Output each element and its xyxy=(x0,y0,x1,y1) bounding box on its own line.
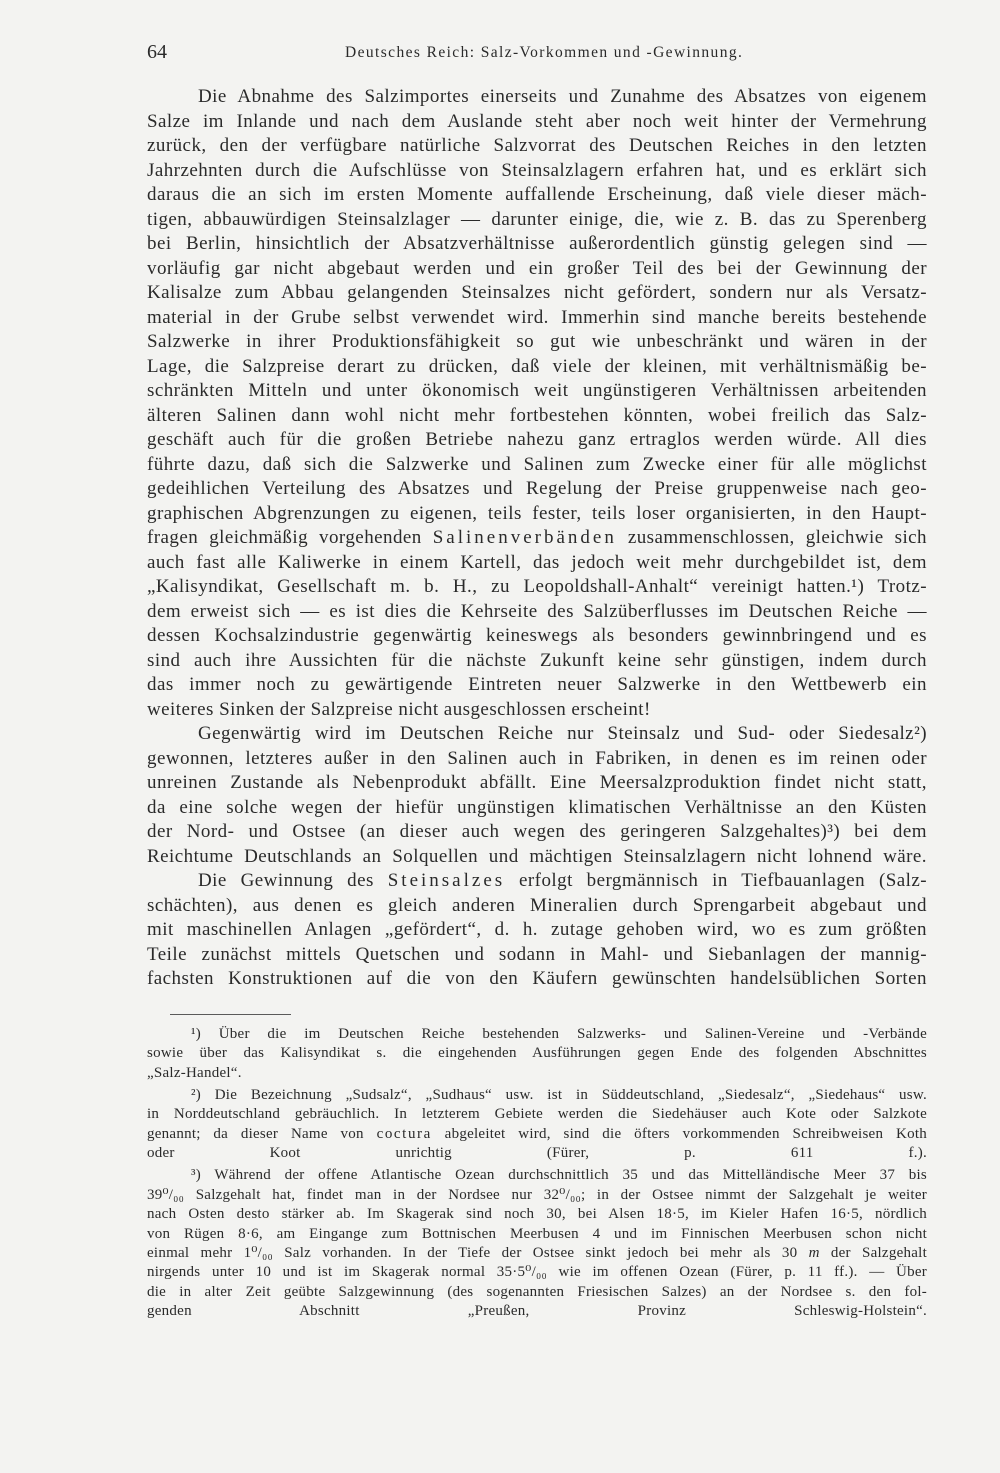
footnote-line: „Salz-Handel“. xyxy=(147,1064,242,1081)
letterspaced-word: Salinenverbänden xyxy=(432,527,617,548)
footnote-line: ²) Die Bezeichnung „Sudsalz“, „Sudhaus“ usw. ist in Süddeutschland, „Siedesalz“, „Siedehaus“ usw. xyxy=(191,1086,927,1103)
body-line: da eine solche wegen der hiefür ungünstigen klimatischen Verhältnisse an den Küsten xyxy=(147,796,927,818)
body-line: „Kalisyndikat, Gesellschaft m. b. H., zu Leopoldshall-Anhalt“ vereinigt hatten.¹) Trotz- xyxy=(147,576,927,597)
footnote xyxy=(147,1166,927,1322)
body-line: gewonnen, letzteres außer in den Salinen auch in Fabriken, in denen es im reinen oder xyxy=(147,747,927,769)
body-line: zurück, den der verfügbare natürliche Salzvorrat des Deutschen Reiches in den letzten xyxy=(147,135,927,156)
body-line: tigen, abbauwürdigen Steinsalzlager — darunter einige, die, wie z. B. das zu Sperenberg xyxy=(147,208,927,230)
footnote-line: oder Koot unrichtig (Fürer, p. 611 f.). xyxy=(147,1145,927,1162)
body-line: Teile zunächst mittels Quetschen und sodann in Mahl- und Siebanlagen der mannig- xyxy=(147,943,927,965)
body-line: weiteres Sinken der Salzpreise nicht ausgeschlossen erscheint! xyxy=(147,698,651,720)
footnote xyxy=(147,1025,927,1083)
line-text: Die Gewinnung des xyxy=(198,870,388,891)
line-text: erfolgt bergmännisch in Tiefbauanlagen (Salz- xyxy=(505,870,928,891)
footnotes xyxy=(147,1025,927,1322)
footnote-line: in Norddeutschland gebräuchlich. In letzterem Gebiete werden die Siedehäuser auch Kote oder Salzkote xyxy=(147,1106,927,1123)
footnote-line: nirgends unter 10 und ist im Skagerak normal 35·5⁰/₀₀ wie im offenen Ozean (Fürer, p. 11 ff.). — Über xyxy=(147,1264,927,1281)
footnote-line: 39⁰/₀₀ Salzgehalt hat, findet man in der Nordsee nur 32⁰/₀₀; in der Ostsee nimmt der Salzgehalt je weiter xyxy=(147,1186,927,1203)
footnote-line: die in alter Zeit geübte Salzgewinnung (des sogenannten Friesischen Salzes) an der Nordsee s. den fol- xyxy=(147,1283,927,1300)
body-line: Salzwerke in ihrer Produktionsfähigkeit so gut wie unbeschränkt und wären in der xyxy=(147,331,927,352)
line-text: zusammenschlossen, gleichwie sich xyxy=(616,527,928,548)
body-line: führte dazu, daß sich die Salzwerke und Salinen zum Zwecke einer für alle möglichst xyxy=(147,453,927,475)
body-line: der Nord- und Ostsee (an dieser auch wegen des geringeren Salzgehaltes)³) bei dem xyxy=(147,821,927,842)
body-line: bei Berlin, hinsichtlich der Absatzverhältnisse außerordentlich günstig gelegen sind — xyxy=(147,233,927,254)
letterspaced-word: coctura xyxy=(376,1125,432,1142)
footnote xyxy=(147,1086,927,1164)
body-line: sind auch ihre Aussichten für die nächste Zukunft keine sehr günstigen, indem durch xyxy=(147,649,927,671)
line-text: fragen gleichmäßig vorgehenden xyxy=(147,527,433,548)
body-line: daraus die an sich im ersten Momente auffallende Erscheinung, daß viele dieser mäch- xyxy=(147,184,927,205)
body-line: Kalisalze zum Abbau gelangenden Steinsalzes nicht gefördert, sondern nur als Versatz- xyxy=(147,282,927,303)
italic-unit: m xyxy=(808,1245,820,1261)
running-title: Deutsches Reich: Salz-Vorkommen und -Gewinnung. xyxy=(345,44,744,61)
body-line: material in der Grube selbst verwendet wird. Immerhin sind manche bereits bestehende xyxy=(147,306,927,328)
footnote-rule xyxy=(170,1014,291,1015)
footnote-line: nach Osten desto stärker ab. Im Skagerak sind noch 30, bei Alsen 18·5, im Kieler Hafen 16·5, nördlich xyxy=(147,1206,927,1223)
paragraph xyxy=(147,722,927,869)
body-line: Gegenwärtig wird im Deutschen Reiche nur Steinsalz und Sud- oder Siedesalz²) xyxy=(198,723,927,744)
page-number: 64 xyxy=(147,41,167,63)
footnote-line xyxy=(147,1125,927,1144)
body-line: mit maschinellen Anlagen „gefördert“, d. h. zutage gehoben wird, wo es zum größten xyxy=(147,919,927,940)
paragraph xyxy=(147,869,927,992)
footnote-line xyxy=(147,1244,927,1263)
body-line: dem erweist sich — es ist dies die Kehrseite des Salzüberflusses im Deutschen Reiche — xyxy=(147,600,927,622)
footnote-line: genden Abschnitt „Preußen, Provinz Schleswig-Holstein“. xyxy=(147,1303,927,1320)
footnote-line: ¹) Über die im Deutschen Reiche bestehenden Salzwerks- und Salinen-Vereine und -Verbände xyxy=(191,1026,927,1042)
body-line: vorläufig gar nicht abgebaut werden und ein großer Teil des bei der Gewinnung der xyxy=(147,257,927,279)
main-text xyxy=(147,85,927,992)
line-text: genannt; da dieser Name von xyxy=(147,1125,377,1142)
line-text: abgeleitet wird, sind die öfters vorkommenden Schreibweisen Koth xyxy=(431,1125,927,1142)
body-line: das immer noch zu gewärtigende Eintreten neuer Salzwerke in den Wettbewerb ein xyxy=(147,674,927,695)
body-line: graphischen Abgrenzungen zu eigenen, teils fester, teils loser organisierten, in den Haupt- xyxy=(147,502,927,524)
body-line: Salze im Inlande und nach dem Auslande steht aber noch weit hinter der Vermehrung xyxy=(147,110,927,132)
body-line: auch fast alle Kaliwerke in einem Kartell, das jedoch weit mehr durchgebildet ist, dem xyxy=(147,551,927,573)
body-line: älteren Salinen dann wohl nicht mehr fortbestehen könnten, wobei freilich das Salz- xyxy=(147,404,927,426)
body-line xyxy=(147,526,927,551)
body-line: Jahrzehnten durch die Aufschlüsse von Steinsalzlagern erfahren hat, und es erklärt sich xyxy=(147,159,927,181)
body-line: Reichtume Deutschlands an Solquellen und mächtigen Steinsalzlagern nicht lohnend wäre. xyxy=(147,845,927,867)
footnote-line: von Rügen 8·6, am Eingange zum Bottnischen Meerbusen 4 und im Finnischen Meerbusen schon nicht xyxy=(147,1225,927,1242)
footnote-line: sowie über das Kalisyndikat s. die eingehenden Ausführungen gegen Ende des folgenden Abschnittes xyxy=(147,1045,927,1062)
body-line: dessen Kochsalzindustrie gegenwärtig keineswegs als besonders gewinnbringend und es xyxy=(147,625,927,646)
line-text: der Salzgehalt xyxy=(819,1245,927,1261)
paragraph xyxy=(147,85,927,722)
body-line: gedeihlichen Verteilung des Absatzes und Regelung der Preise gruppenweise nach geo- xyxy=(147,478,927,499)
body-line: fachsten Konstruktionen auf die von den Käufern gewünschten handelsüblichen Sorten xyxy=(147,968,927,989)
body-line xyxy=(147,869,927,894)
line-text: einmal mehr 1⁰/₀₀ Salz vorhanden. In der Tiefe der Ostsee sinkt jedoch bei mehr als 30 xyxy=(147,1245,809,1261)
letterspaced-word: Steinsalzes xyxy=(387,870,506,891)
body-line: unreinen Zustande als Nebenprodukt abfällt. Eine Meersalzproduktion findet nicht statt, xyxy=(147,772,927,793)
body-line: geschäft auch für die großen Betriebe nahezu ganz ertraglos werden würde. All dies xyxy=(147,429,927,450)
body-line: Die Abnahme des Salzimportes einerseits und Zunahme des Absatzes von eigenem xyxy=(198,86,927,107)
body-line: schränkten Mitteln und unter ökonomisch weit ungünstigeren Verhältnissen arbeitenden xyxy=(147,380,927,401)
body-line: schächten), aus denen es gleich anderen Mineralien durch Sprengarbeit abgebaut und xyxy=(147,894,927,916)
footnote-line: ³) Während der offene Atlantische Ozean durchschnittlich 35 und das Mittelländische Meer 37 bis xyxy=(191,1167,927,1184)
body-line: Lage, die Salzpreise derart zu drücken, daß viele der kleinen, mit verhältnismäßig be- xyxy=(147,355,927,377)
